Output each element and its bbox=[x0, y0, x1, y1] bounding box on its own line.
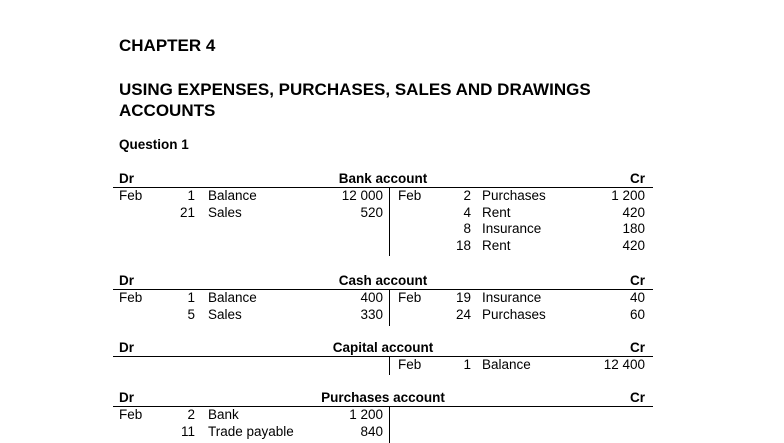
debit-entry bbox=[113, 424, 653, 440]
entry-amount: 840 bbox=[360, 423, 383, 439]
account-bank-account bbox=[113, 171, 653, 253]
entry-month: Feb bbox=[398, 290, 422, 305]
entry-day: 2 bbox=[463, 188, 471, 203]
dr-label: Dr bbox=[119, 340, 135, 355]
account-body bbox=[113, 407, 653, 443]
account-header bbox=[113, 340, 653, 356]
entry-month: Feb bbox=[119, 290, 143, 305]
credit-entry bbox=[113, 188, 653, 204]
entry-details: Trade payable bbox=[208, 423, 294, 439]
account-header bbox=[113, 390, 653, 406]
cr-label: Cr bbox=[629, 390, 645, 405]
cr-label: Cr bbox=[629, 171, 645, 186]
entry-day: 18 bbox=[455, 237, 471, 253]
account-cash-account bbox=[113, 273, 653, 322]
credit-entry bbox=[113, 205, 653, 221]
entry-details: Purchases bbox=[482, 306, 546, 322]
entry-day: 2 bbox=[187, 407, 195, 422]
entry-amount: 420 bbox=[622, 204, 645, 220]
entry-details: Insurance bbox=[482, 221, 542, 236]
entry-day: 19 bbox=[455, 290, 471, 305]
entry-details: Sales bbox=[208, 306, 242, 322]
debit-entry bbox=[113, 407, 653, 423]
credit-entry bbox=[113, 307, 653, 323]
entry-month: Feb bbox=[119, 407, 143, 422]
account-capital-account bbox=[113, 340, 653, 372]
chapter-heading: CHAPTER 4 bbox=[119, 36, 216, 55]
cr-label: Cr bbox=[629, 273, 645, 288]
entry-details: Sales bbox=[208, 204, 242, 220]
entry-details: Insurance bbox=[482, 290, 542, 305]
account-name: Cash account bbox=[338, 273, 428, 288]
entry-day: 11 bbox=[180, 423, 195, 439]
entry-amount: 12 000 bbox=[341, 188, 383, 203]
entry-amount: 40 bbox=[629, 290, 645, 305]
account-header bbox=[113, 273, 653, 289]
entry-month: Feb bbox=[398, 357, 422, 372]
entry-amount: 180 bbox=[622, 221, 645, 236]
entry-details: Rent bbox=[482, 237, 511, 253]
credit-entry bbox=[113, 290, 653, 306]
entry-day: 4 bbox=[463, 204, 471, 220]
entry-amount: 400 bbox=[360, 290, 383, 305]
dr-label: Dr bbox=[119, 171, 135, 186]
chapter-title: USING EXPENSES, PURCHASES, SALES AND DRAWINGS ACCOUNTS bbox=[119, 80, 591, 120]
credit-entry bbox=[113, 221, 653, 237]
account-purchases-account bbox=[113, 390, 653, 439]
account-header bbox=[113, 171, 653, 187]
account-name: Purchases account bbox=[321, 390, 445, 405]
entry-amount: 330 bbox=[360, 306, 383, 322]
account-body bbox=[113, 290, 653, 326]
entry-day: 5 bbox=[187, 306, 195, 322]
credit-entry bbox=[113, 238, 653, 254]
entry-month: Feb bbox=[398, 188, 422, 203]
entry-details: Balance bbox=[482, 357, 531, 372]
account-body bbox=[113, 188, 653, 256]
cr-label: Cr bbox=[629, 340, 645, 355]
dr-label: Dr bbox=[119, 390, 135, 405]
question-heading: Question 1 bbox=[119, 137, 189, 152]
entry-amount: 12 400 bbox=[603, 357, 645, 372]
entry-month: Feb bbox=[119, 188, 143, 203]
entry-amount: 420 bbox=[622, 237, 645, 253]
entry-details: Balance bbox=[208, 290, 257, 305]
entry-details: Bank bbox=[208, 407, 239, 422]
entry-day: 1 bbox=[463, 357, 471, 372]
dr-label: Dr bbox=[119, 273, 135, 288]
account-name: Capital account bbox=[332, 340, 434, 355]
credit-entry bbox=[113, 357, 653, 373]
entry-day: 8 bbox=[463, 221, 471, 236]
entry-day: 1 bbox=[187, 290, 195, 305]
entry-amount: 520 bbox=[360, 204, 383, 220]
account-body bbox=[113, 357, 653, 375]
entry-amount: 1 200 bbox=[349, 407, 383, 422]
entry-day: 1 bbox=[187, 188, 195, 203]
entry-amount: 1 200 bbox=[611, 188, 645, 203]
entry-details: Purchases bbox=[482, 188, 546, 203]
entry-details: Balance bbox=[208, 188, 257, 203]
entry-day: 21 bbox=[179, 204, 195, 220]
entry-amount: 60 bbox=[629, 306, 645, 322]
entry-details: Rent bbox=[482, 204, 511, 220]
entry-day: 24 bbox=[455, 306, 471, 322]
account-name: Bank account bbox=[338, 171, 428, 186]
